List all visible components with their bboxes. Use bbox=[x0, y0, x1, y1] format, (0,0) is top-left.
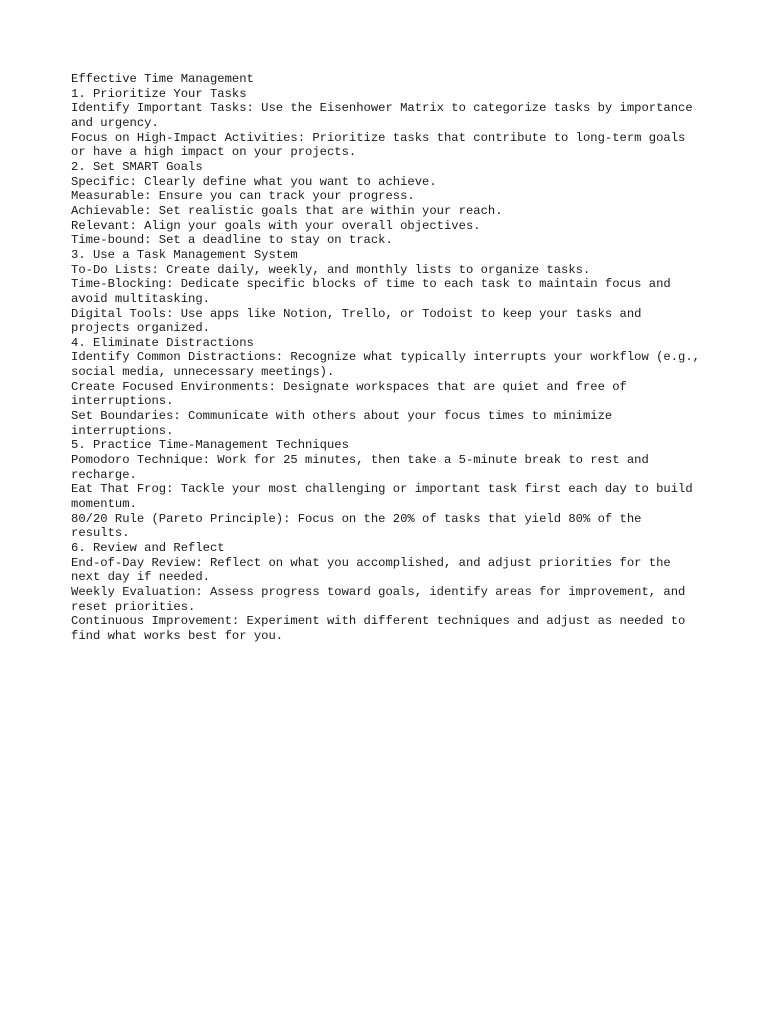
list-item: Time-Blocking: Dedicate specific blocks of time to each task to maintain focus and avoid multitasking. bbox=[71, 277, 679, 306]
list-item: Time-bound: Set a deadline to stay on track. bbox=[71, 233, 393, 248]
list-item: Create Focused Environments: Designate workspaces that are quiet and free of interruptions. bbox=[71, 379, 635, 409]
document-body bbox=[71, 72, 708, 644]
list-item: Weekly Evaluation: Assess progress toward goals, identify areas for improvement, and reset priorities. bbox=[71, 584, 693, 614]
section-heading: 1. Prioritize Your Tasks bbox=[71, 86, 247, 101]
document-title: Effective Time Management bbox=[71, 72, 254, 86]
section-heading: 6. Review and Reflect bbox=[71, 541, 225, 555]
list-item: Measurable: Ensure you can track your progress. bbox=[71, 189, 415, 204]
list-item: 80/20 Rule (Pareto Principle): Focus on the 20% of tasks that yield 80% of the results. bbox=[71, 511, 649, 541]
list-item: Continuous Improvement: Experiment with different techniques and adjust as needed to find what works best for you. bbox=[71, 614, 693, 643]
section-heading: 2. Set SMART Goals bbox=[71, 159, 203, 174]
list-item: Relevant: Align your goals with your overall objectives. bbox=[71, 218, 481, 233]
list-item: End-of-Day Review: Reflect on what you accomplished, and adjust priorities for the next day if needed. bbox=[71, 555, 679, 585]
list-item: Eat That Frog: Tackle your most challenging or important task first each day to build momentum. bbox=[71, 482, 700, 512]
list-item: Pomodoro Technique: Work for 25 minutes, then take a 5-minute break to rest and recharge. bbox=[71, 453, 657, 482]
list-item: Set Boundaries: Communicate with others about your focus times to minimize interruptions. bbox=[71, 409, 620, 438]
list-item: Identify Important Tasks: Use the Eisenhower Matrix to categorize tasks by importance and urgency. bbox=[71, 101, 700, 130]
list-item: Identify Common Distractions: Recognize what typically interrupts your workflow (e.g., social media, unnecessary meetings). bbox=[71, 350, 708, 380]
section-heading: 4. Eliminate Distractions bbox=[71, 335, 254, 350]
list-item: Focus on High-Impact Activities: Prioritize tasks that contribute to long-term goals or have a high impact on your projects. bbox=[71, 130, 693, 160]
list-item: Specific: Clearly define what you want to achieve. bbox=[71, 174, 437, 189]
list-item: To-Do Lists: Create daily, weekly, and monthly lists to organize tasks. bbox=[71, 262, 591, 277]
list-item: Digital Tools: Use apps like Notion, Trello, or Todoist to keep your tasks and projects organized. bbox=[71, 306, 649, 336]
list-item: Achievable: Set realistic goals that are within your reach. bbox=[71, 203, 503, 218]
section-heading: 3. Use a Task Management System bbox=[71, 247, 298, 262]
section-heading: 5. Practice Time-Management Techniques bbox=[71, 438, 349, 453]
